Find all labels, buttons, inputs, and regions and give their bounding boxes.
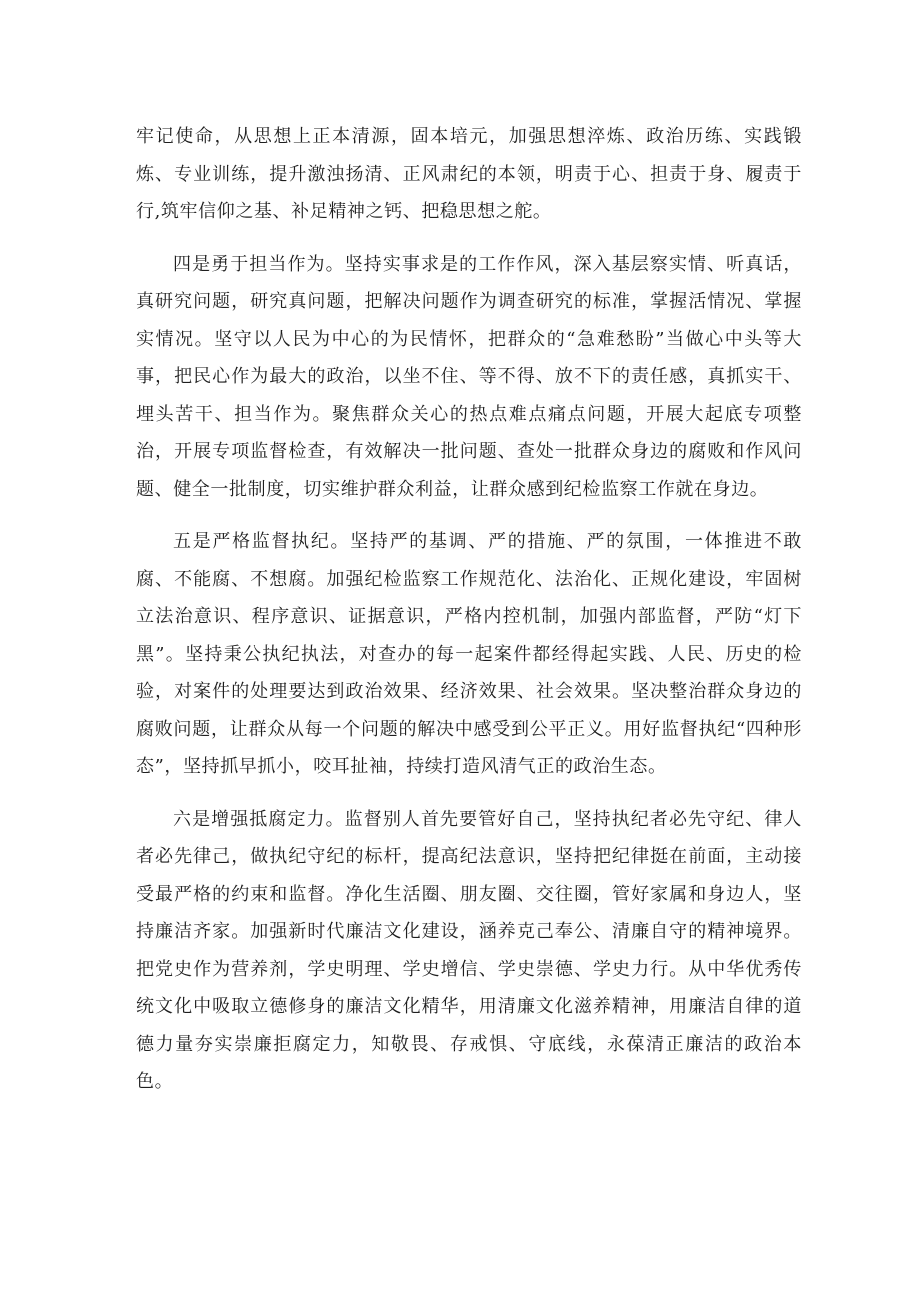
paragraph-continuation: 牢记使命，从思想上正本清源，固本培元，加强思想淬炼、政治历练、实践锻炼、专业训练，提升激浊扬清、正风肃纪的本领，明责于心、担责于身、履责于行,筑牢信仰之基、补足精神之钙、把稳思想之舵。 <box>136 126 802 222</box>
document-body <box>136 118 802 1116</box>
paragraph-section-five: 五是严格监督执纪。坚持严的基调、严的措施、严的氛围，一体推进不敢腐、不能腐、不想腐。加强纪检监察工作规范化、法治化、正规化建设，牢固树立法治意识、程序意识、证据意识，严格内控机制，加强内部监督，严防“灯下黑”。坚持秉公执纪执法，对查办的每一起案件都经得起实践、人民、历史的检验，对案件的处理要达到政治效果、经济效果、社会效果。坚决整治群众身边的腐败问题，让群众从每一个问题的解决中感受到公平正义。用好监督执纪“四种形态”，坚持抓早抓小，咬耳扯袖，持续打造风清气正的政治生态。 <box>136 531 802 777</box>
paragraph-section-six: 六是增强抵腐定力。监督别人首先要管好自己，坚持执纪者必先守纪、律人者必先律己，做执纪守纪的标杆，提高纪法意识，坚持把纪律挺在前面，主动接受最严格的约束和监督。净化生活圈、朋友圈、交往圈，管好家属和身边人，坚持廉洁齐家。加强新时代廉洁文化建设，涵养克己奉公、清廉自守的精神境界。把党史作为营养剂，学史明理、学史增信、学史崇德、学史力行。从中华优秀传统文化中吸取立德修身的廉洁文化精华，用清廉文化滋养精神，用廉洁自律的道德力量夯实崇廉拒腐定力，知敬畏、存戒惧、守底线，永葆清正廉洁的政治本色。 <box>136 808 802 1092</box>
paragraph-section-four: 四是勇于担当作为。坚持实事求是的工作作风，深入基层察实情、听真话，真研究问题，研究真问题，把解决问题作为调查研究的标准，掌握活情况、掌握实情况。坚守以人民为中心的为民情怀，把群众的“急难愁盼”当做心中头等大事，把民心作为最大的政治，以坐不住、等不得、放不下的责任感，真抓实干、埋头苦干、担当作为。聚焦群众关心的热点难点痛点问题，开展大起底专项整治，开展专项监督检查，有效解决一批问题、查处一批群众身边的腐败和作风问题、健全一批制度，切实维护群众利益，让群众感到纪检监察工作就在身边。 <box>136 253 802 500</box>
